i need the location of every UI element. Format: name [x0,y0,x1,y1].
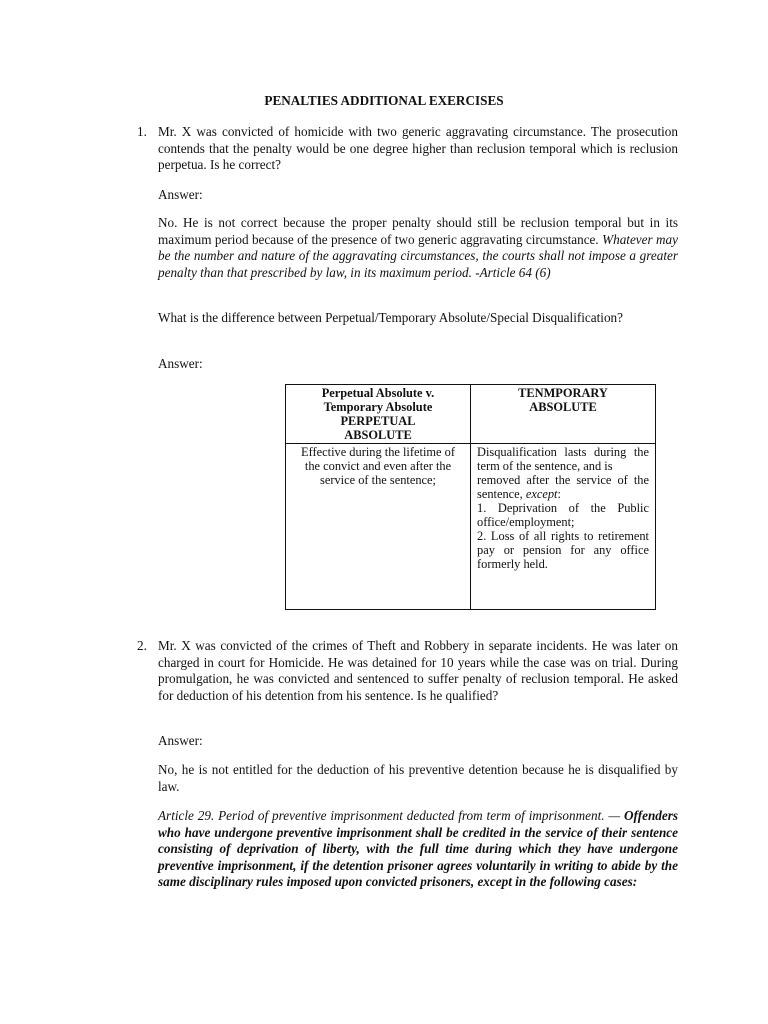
q1-question: Mr. X was convicted of homicide with two generic aggravating circumstance. The prosecution contends that the penalty would be one degree higher than reclusion temporal which is reclusion perpetua. Is he correct? [158,124,678,172]
q1-followup-answer-label: Answer: [158,356,203,371]
colon-text: : [557,487,561,501]
page-title: PENALTIES ADDITIONAL EXERCISES [264,93,504,108]
article-29-body: Offenders who have undergone preventive imprisonment shall be credited in the service of their sentence consisting of deprivation of liberty, with the full time during which they have undergone preventive imprisonment, if the detention prisoner agrees voluntarily in writing to abide by the same disciplinary rules imposed upon convicted prisoners, except in the following cases: [158,808,678,889]
exception-item-2: 2. Loss of all rights to retirement pay or pension for any office formerly held. [477,529,649,571]
except-text: except [525,487,558,501]
perpetual-absolute-cell: Effective during the lifetime of the convict and even after the service of the sentence; [286,444,471,610]
header-temporary-absolute [471,385,656,444]
q2-question: Mr. X was convicted of the crimes of Theft and Robbery in separate incidents. He was later on charged in court for Homicide. He was detained for 10 years while the case was on trial. During promulgation, he was convicted and sentenced to suffer penalty of reclusion temporal. He asked for deduction of his detention from his sentence. Is he qualified? [158,638,678,703]
header-left-line4: ABSOLUTE [344,428,412,442]
header-left-line3: PERPETUAL [340,414,416,428]
q1-followup: What is the difference between Perpetual/Temporary Absolute/Special Disqualification? [158,310,623,325]
disqualification-table [285,384,656,610]
q1-answer-citation: Whatever may be the number and nature of the aggravating circumstances, the courts shall not impose a greater penalty than that prescribed by law, in its maximum period. -Article 64 (6) [158,231,678,280]
q2-answer: No, he is not entitled for the deduction of his preventive detention because he is disqualified by law. [158,762,678,794]
q1-answer-label: Answer: [158,187,203,202]
table-header-row [286,385,656,444]
table-row [286,444,656,610]
q1-number: 1. [137,124,147,139]
q2-answer-label: Answer: [158,733,203,748]
article-29-quote [158,808,678,891]
article-29-heading: Article 29. Period of preventive imprisonment deducted from term of imprisonment. — [158,808,625,823]
exception-item-1: 1. Deprivation of the Public office/employment; [477,501,649,529]
header-right-line2: ABSOLUTE [529,400,597,414]
temporary-removed-text [477,473,649,501]
header-left-line2: Temporary Absolute [323,400,433,414]
header-right-line1: TENMPORARY [518,386,608,400]
q1-answer [158,215,678,281]
q2-number: 2. [137,638,147,653]
header-perpetual-absolute [286,385,471,444]
removed-text: removed after the service of the sentence, [477,473,649,501]
q1-answer-text: No. He is not correct because the proper penalty should still be reclusion temporal but in its maximum period because of the presence of two generic aggravating circumstance. [158,215,678,247]
header-left-line1: Perpetual Absolute v. [321,386,435,400]
temporary-absolute-cell [471,444,656,610]
temporary-effect-text: Disqualification lasts during the term of the sentence, and is [477,445,649,473]
